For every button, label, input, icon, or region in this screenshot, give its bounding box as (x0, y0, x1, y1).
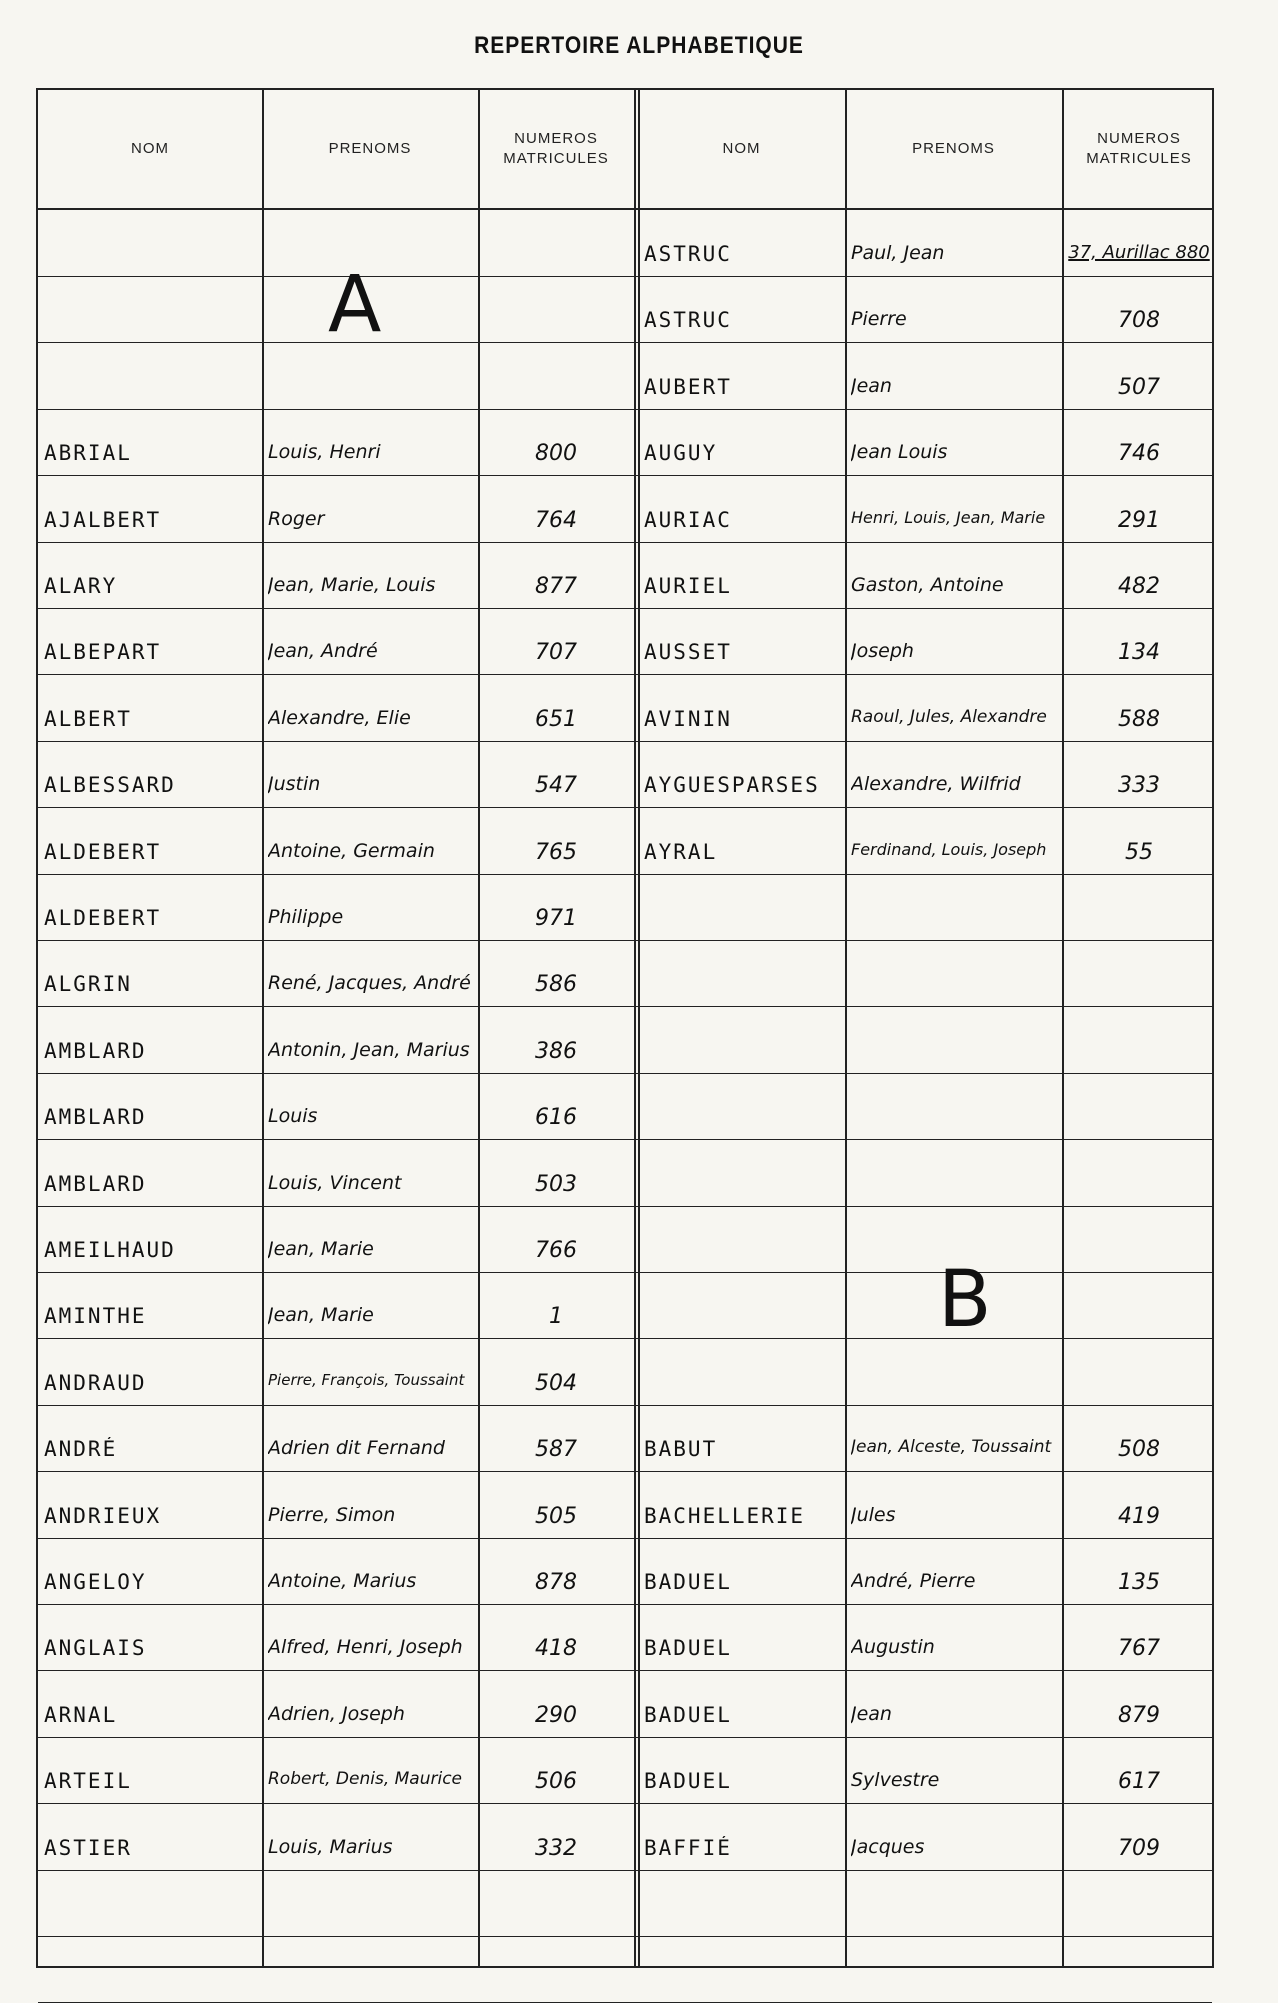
entry-numero: 506 (535, 1769, 577, 1795)
column-divider (478, 90, 480, 1966)
entry-nom: AMBLARD (44, 1105, 147, 1130)
entry-nom: AMBLARD (44, 1171, 147, 1196)
entry-nom: BADUEL (644, 1570, 732, 1594)
row-rule (38, 409, 1212, 410)
row-rule (38, 542, 1212, 543)
column-divider (262, 90, 264, 1966)
entry-numero: 586 (535, 972, 577, 998)
entry-nom: BAFFIÉ (644, 1835, 732, 1860)
entry-numero: 708 (1118, 308, 1160, 334)
entry-nom: ALDEBERT (44, 906, 162, 930)
entry-numero: 765 (535, 839, 577, 865)
entry-prenoms: Alexandre, Elie (268, 706, 411, 729)
entry-nom: AYGUESPARSES (644, 773, 820, 798)
row-rule (38, 1006, 1212, 1007)
entry-nom: AUBERT (644, 374, 732, 399)
entry-nom: AUSSET (644, 640, 732, 665)
entry-prenoms: Pierre, François, Toussaint (268, 1370, 465, 1389)
entry-nom: AURIEL (644, 574, 732, 598)
entry-prenoms: Jean (851, 374, 892, 397)
entry-nom: ALBESSARD (44, 773, 176, 798)
header-bottom-rule (38, 208, 1212, 210)
entry-nom: ABRIAL (44, 441, 132, 466)
row-rule (38, 1604, 1212, 1605)
entry-prenoms: Henri, Louis, Jean, Marie (851, 507, 1046, 527)
entry-numero: 746 (1118, 441, 1160, 467)
row-rule (38, 807, 1212, 808)
entry-prenoms: Louis (268, 1105, 318, 1128)
entry-numero: 707 (535, 640, 577, 666)
entry-numero: 651 (535, 706, 577, 732)
entry-nom: ANDRIEUX (44, 1503, 162, 1528)
entry-nom: AYRAL (644, 839, 718, 864)
entry-prenoms: Ferdinand, Louis, Joseph (851, 839, 1047, 859)
row-rule (38, 1405, 1212, 1406)
row-rule (38, 1870, 1212, 1871)
center-divider (634, 90, 636, 1966)
entry-numero: 134 (1118, 640, 1160, 666)
entry-nom: ARTEIL (44, 1769, 132, 1794)
entry-numero: 507 (1118, 374, 1160, 400)
entry-nom: ALARY (44, 574, 118, 598)
entry-nom: ARNAL (44, 1702, 118, 1727)
entry-numero: 482 (1118, 574, 1160, 599)
row-rule (38, 342, 1212, 343)
entry-prenoms: Adrien, Joseph (268, 1702, 405, 1725)
header-numeros-line1: NUMEROS (1097, 130, 1181, 147)
entry-nom: AVININ (644, 706, 732, 731)
entry-nom: BADUEL (644, 1636, 732, 1661)
row-rule (38, 1471, 1212, 1472)
entry-prenoms: Jean (851, 1702, 892, 1725)
entry-numero: 419 (1118, 1503, 1160, 1529)
entry-nom: BADUEL (644, 1702, 732, 1727)
entry-prenoms: Louis, Henri (268, 441, 381, 464)
entry-numero: 503 (535, 1171, 577, 1197)
center-divider (638, 90, 640, 1966)
entry-prenoms: Jean Louis (851, 441, 948, 464)
header-prenoms-right: PRENOMS (912, 140, 995, 157)
entry-numero: 418 (535, 1636, 577, 1662)
row-rule (38, 608, 1212, 609)
entry-nom: ANGELOY (44, 1570, 147, 1594)
column-divider (845, 90, 847, 1966)
entry-numero: 333 (1118, 773, 1160, 799)
entry-nom: AUGUY (644, 441, 718, 466)
row-rule (38, 874, 1212, 875)
entry-prenoms: Louis, Marius (268, 1835, 393, 1858)
row-rule (38, 475, 1212, 476)
header-prenoms-left: PRENOMS (328, 140, 412, 157)
entry-numero: 879 (1118, 1702, 1160, 1728)
header-nom-left: NOM (131, 140, 169, 157)
entry-nom: ALBERT (44, 706, 132, 731)
row-rule (38, 276, 1212, 277)
header-numeros-right (1062, 90, 1216, 208)
entry-prenoms: Alfred, Henri, Joseph (268, 1636, 463, 1659)
entry-numero: 508 (1118, 1437, 1160, 1463)
entry-nom: BACHELLERIE (644, 1503, 806, 1528)
entry-numero: 332 (535, 1835, 577, 1861)
entry-nom: ALDEBERT (44, 839, 162, 864)
entry-numero: 588 (1118, 706, 1160, 732)
entry-numero: 616 (535, 1105, 577, 1131)
entry-numero: 504 (535, 1370, 577, 1396)
header-numeros-left (478, 90, 634, 208)
entry-prenoms: Antoine, Marius (268, 1570, 417, 1592)
entry-numero: 617 (1118, 1769, 1160, 1795)
entry-prenoms: Louis, Vincent (268, 1171, 402, 1194)
row-rule (38, 741, 1212, 742)
entry-numero: 1 (549, 1304, 563, 1330)
register-sheet (36, 88, 1214, 1968)
entry-prenoms: Antonin, Jean, Marius (268, 1038, 470, 1061)
entry-numero: 587 (535, 1437, 577, 1463)
entry-nom: ALGRIN (44, 972, 132, 997)
entry-numero: 135 (1118, 1570, 1160, 1595)
entry-numero: 764 (535, 507, 577, 533)
entry-prenoms: Jean, Alceste, Toussaint (851, 1437, 1052, 1458)
row-rule (38, 1737, 1212, 1738)
entry-nom: AMINTHE (44, 1304, 147, 1329)
entry-numero: 290 (535, 1702, 577, 1728)
header-numeros-line2: MATRICULES (1086, 150, 1192, 167)
entry-numero: 800 (535, 441, 577, 467)
row-rule (38, 1073, 1212, 1074)
entry-prenoms: Jean, Marie (268, 1238, 374, 1260)
entry-numero: 55 (1125, 839, 1153, 865)
entry-prenoms: Adrien dit Fernand (268, 1437, 445, 1460)
entry-prenoms: Alexandre, Wilfrid (851, 773, 1021, 796)
entry-nom: BADUEL (644, 1769, 732, 1794)
entry-nom: AURIAC (644, 507, 732, 532)
entry-numero: 878 (535, 1570, 577, 1595)
entry-numero: 971 (535, 906, 577, 931)
entry-prenoms: René, Jacques, André (268, 972, 471, 995)
entry-prenoms: Sylvestre (851, 1769, 940, 1792)
row-rule (38, 1139, 1212, 1140)
row-rule (38, 1670, 1212, 1671)
entry-numero: 877 (535, 574, 577, 599)
entry-prenoms: Pierre, Simon (268, 1503, 396, 1526)
entry-prenoms: Raoul, Jules, Alexandre (851, 706, 1047, 727)
entry-numero: 766 (535, 1238, 577, 1263)
column-divider (1062, 90, 1064, 1966)
entry-nom: AJALBERT (44, 507, 162, 532)
entry-prenoms: Augustin (851, 1636, 935, 1659)
entry-prenoms: Robert, Denis, Maurice (268, 1769, 463, 1790)
entry-prenoms: Jean, Marie, Louis (268, 574, 436, 596)
section-letter-a: A (328, 260, 382, 350)
entry-prenoms: Philippe (268, 906, 344, 928)
entry-numero: 767 (1118, 1636, 1160, 1662)
entry-prenoms: André, Pierre (851, 1570, 976, 1592)
entry-prenoms: Roger (268, 507, 325, 530)
row-rule (38, 1936, 1212, 1937)
entry-numero: 386 (535, 1038, 577, 1064)
entry-numero: 709 (1118, 1835, 1160, 1861)
entry-nom: ANDRÉ (44, 1437, 118, 1462)
entry-prenoms: Jean, André (268, 640, 378, 663)
entry-prenoms: Jacques (851, 1835, 925, 1858)
entry-prenoms: Jules (851, 1503, 896, 1526)
section-letter-b: B (938, 1255, 992, 1345)
header-numeros-line1: NUMEROS (514, 130, 598, 147)
entry-numero: 547 (535, 773, 577, 799)
entry-nom: ASTIER (44, 1835, 132, 1860)
header-numeros-line2: MATRICULES (503, 150, 609, 167)
entry-prenoms: Joseph (851, 640, 914, 663)
entry-nom: ANDRAUD (44, 1370, 147, 1395)
entry-numero: 505 (535, 1503, 577, 1529)
entry-numero: 37, Aurillac 880 (1068, 242, 1210, 263)
entry-nom: ALBEPART (44, 640, 162, 665)
row-rule (38, 940, 1212, 941)
entry-nom: ASTRUC (644, 242, 732, 266)
entry-prenoms: Jean, Marie (268, 1304, 374, 1327)
row-rule (38, 1206, 1212, 1207)
entry-prenoms: Pierre (851, 308, 907, 331)
header-nom-right: NOM (722, 140, 761, 157)
entry-prenoms: Paul, Jean (851, 242, 945, 264)
entry-numero: 291 (1118, 507, 1160, 533)
row-rule (38, 674, 1212, 675)
entry-nom: BABUT (644, 1437, 718, 1462)
page-title: REPERTOIRE ALPHABETIQUE (474, 32, 804, 59)
entry-nom: AMBLARD (44, 1038, 147, 1063)
row-rule (38, 1272, 1212, 1273)
entry-prenoms: Gaston, Antoine (851, 574, 1004, 596)
entry-nom: ASTRUC (644, 308, 732, 333)
row-rule (38, 1803, 1212, 1804)
row-rule (38, 1538, 1212, 1539)
entry-nom: ANGLAIS (44, 1636, 147, 1661)
entry-prenoms: Antoine, Germain (268, 839, 435, 862)
entry-prenoms: Justin (268, 773, 321, 796)
entry-nom: AMEILHAUD (44, 1238, 176, 1262)
row-rule (38, 1338, 1212, 1339)
